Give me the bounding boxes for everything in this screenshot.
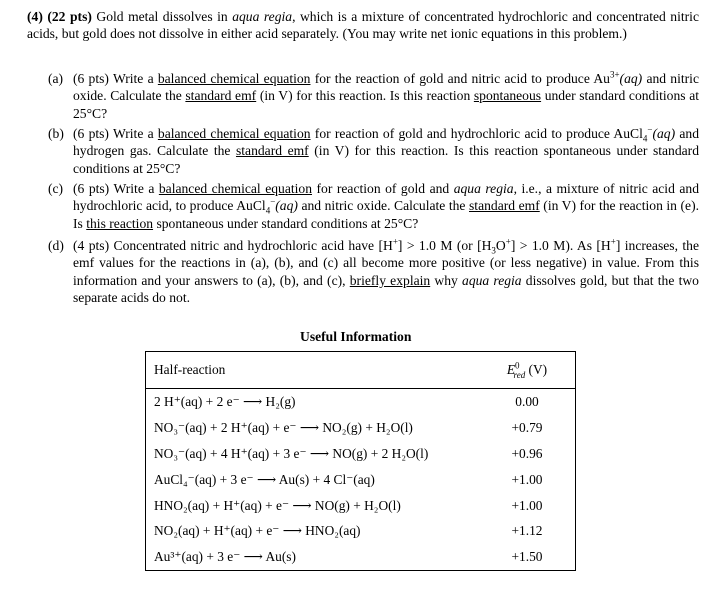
problem-text-italic: aqua regia: [232, 9, 293, 24]
potential-cell: +1.00: [511, 471, 543, 487]
problem-number: (4): [27, 9, 43, 24]
problem-text-cont: , which is a mixture of concentrated hydrochloric and concentrated nitric acids, but gold does not dissolve in either acid separately. (You may write net ionic equations in this problem.): [27, 9, 699, 42]
reaction-cell: NO₃⁻(aq) + 2 H⁺(aq) + e⁻ ⟶ NO₂(g) + H₂O(l): [154, 419, 413, 435]
useful-information-title: Useful Information: [300, 329, 412, 344]
reaction-cell: Au³⁺(aq) + 3 e⁻ ⟶ Au(s): [154, 549, 296, 565]
part-c-text: (6 pts) Write a balanced chemical equation for reaction of gold and aqua regia, i.e., a mixture of nitric acid and hydrochloric acid, to produce AuCl$_4$−(aq) and nitric oxide. Calculate the standard emf (in V) for the reaction in (e). Is this reaction spontaneous under standard conditions at 25°C?: [73, 181, 699, 231]
part-a: [48, 69, 699, 122]
reaction-cell: AuCl₄⁻(aq) + 3 e⁻ ⟶ Au(s) + 4 Cl⁻(aq): [154, 471, 375, 487]
part-a-label: (a): [48, 71, 64, 86]
table-row: [146, 544, 576, 570]
problem-text: Gold metal dissolves in: [91, 9, 233, 24]
potential-cell: +0.96: [511, 445, 543, 461]
reaction-cell: NO₃⁻(aq) + 4 H⁺(aq) + 3 e⁻ ⟶ NO(g) + 2 H₂O(l): [154, 445, 429, 461]
potential-cell: +1.50: [511, 549, 543, 565]
potential-cell: +1.00: [511, 497, 543, 513]
table-row: [146, 415, 576, 441]
part-b-text: (6 pts) Write a balanced chemical equation for reaction of gold and hydrochloric acid to produce AuCl$_4$−(aq) and hydrogen gas. Calculate the standard emf (in V) for this reaction. Is this reaction spontaneous under standard conditions at 25°C?: [73, 124, 700, 176]
reaction-cell: NO₂(aq) + H⁺(aq) + e⁻ ⟶ HNO₂(aq): [154, 523, 361, 539]
table-row: [146, 467, 576, 493]
reaction-cell: 2 H⁺(aq) + 2 e⁻ ⟶ H₂(g): [154, 393, 296, 409]
part-b: [48, 124, 700, 177]
part-d-text: (4 pts) Concentrated nitric and hydrochloric acid have [H+] > 1.0 M (or $[H_3O^+] > 1.0$ M). As [H+] increases, the emf values for the reactions in (a), (b), and (c) all become more positive (or less negative) in value. From this information and your answers to (a), (b), and (c), briefly explain why aqua regia dissolves gold, but that the two separate acids do not.: [73, 236, 699, 306]
potential-cell: +1.12: [511, 523, 543, 539]
potential-cell: 0.00: [515, 393, 539, 409]
part-c-label: (c): [48, 181, 64, 196]
part-d-label: (d): [48, 238, 64, 253]
part-c: [48, 180, 699, 232]
table-row: [146, 493, 576, 519]
header-potential: $E^0_{red}$ (V): [479, 352, 576, 389]
part-b-label: (b): [48, 126, 64, 141]
potential-cell: +0.79: [511, 419, 543, 435]
table-header-row: [146, 352, 576, 389]
header-half-reaction: Half-reaction: [146, 352, 480, 389]
half-reaction-table: [145, 351, 576, 571]
part-a-text: (6 pts) Write a balanced chemical equation for the reaction of gold and nitric acid to produce $Au^{3+}(aq)$ and nitric oxide. Calculate the standard emf (in V) for this reaction. Is this reaction spontaneous under standard conditions at 25°C?: [73, 69, 699, 121]
reaction-cell: HNO₂(aq) + H⁺(aq) + e⁻ ⟶ NO(g) + H₂O(l): [154, 497, 401, 513]
table-row: [146, 518, 576, 544]
table-row: [146, 389, 576, 415]
part-d: [48, 236, 699, 307]
problem-statement: [27, 8, 699, 43]
table-row: [146, 441, 576, 467]
problem-points: (22 pts): [47, 9, 92, 24]
